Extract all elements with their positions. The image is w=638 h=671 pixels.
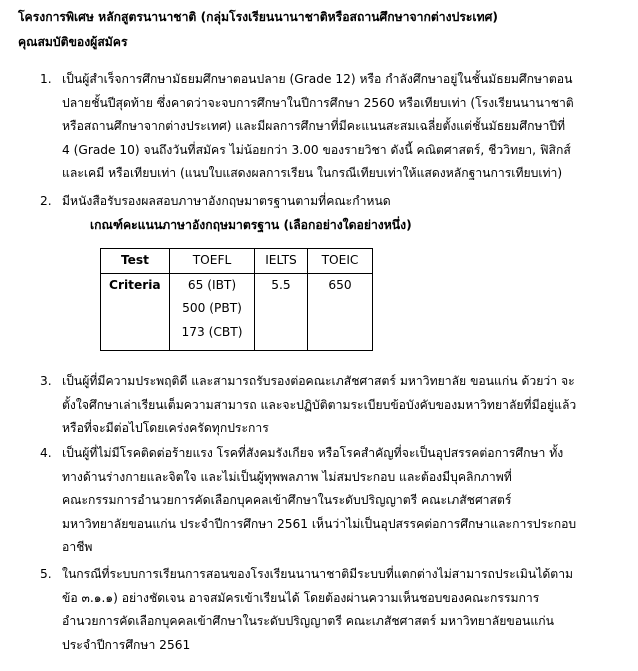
item-line: หรือสถานศึกษาจากต่างประเทศ) และมีผลการศึกษาที่มีคะแนนสะสมเฉลี่ยตั้งแต่ชั้นมัธยมศึกษาปีที่ xyxy=(62,119,566,134)
item-line: และเคมี หรือเทียบเท่า (แนบใบแสดงผลการเรียน ในกรณีเทียบเท่าให้แสดงหลักฐานการเทียบเท่า) xyxy=(62,166,563,181)
list-item xyxy=(40,563,626,657)
document-title: โครงการพิเศษ หลักสูตรนานาชาติ (กลุ่มโรงเรียนนานาชาติหรือสถานศึกษาจากต่างประเทศ) xyxy=(18,10,498,24)
list-item xyxy=(40,68,626,186)
list-item xyxy=(40,370,626,441)
toefl-value: 65 (IBT) xyxy=(187,277,237,292)
item-number: 4. xyxy=(40,446,52,460)
item-line: ประจำปีการศึกษา 2561 xyxy=(62,637,191,652)
item-line: เป็นผู้ที่ไม่มีโรคติดต่อร้ายแรง โรคที่สังคมรังเกียจ หรือโรคสำคัญที่จะเป็นอุปสรรคต่อการศึกษา ทั้ง xyxy=(62,446,564,460)
header-cell: Test xyxy=(101,249,170,274)
toefl-cell xyxy=(170,273,255,351)
item-line: ตั้งใจศึกษาเล่าเรียนเต็มความสามารถ และจะปฏิบัติตามระเบียบข้อบังคับของมหาวิทยาลัยที่มีอยู่แล้ว xyxy=(62,397,577,412)
item-text xyxy=(62,190,626,214)
row-label-text: Criteria xyxy=(109,277,161,292)
item-line: 4 (Grade 10) จนถึงวันที่สมัคร ไม่น้อยกว่า 3.00 ของรายวิชา ดังนี้ คณิตศาสตร์, ชีววิทยา, ฟิสิกส์ xyxy=(62,142,571,157)
header-cell: IELTS xyxy=(255,249,308,274)
toefl-value: 173 (CBT) xyxy=(181,324,243,339)
item-line: หรือที่จะมีต่อไปโดยเคร่งครัดทุกประการ xyxy=(62,421,269,436)
item-number: 3. xyxy=(40,374,52,388)
item-line: มีหนังสือรับรองผลสอบภาษาอังกฤษมาตรฐานตามที่คณะกำหนด xyxy=(62,194,391,208)
list-item xyxy=(40,442,626,560)
item-text xyxy=(62,442,626,560)
header-cell: TOEFL xyxy=(170,249,255,274)
table-row xyxy=(101,273,373,351)
criteria-heading: เกณฑ์คะแนนภาษาอังกฤษมาตรฐาน (เลือกอย่างใดอย่างหนึ่ง) xyxy=(90,218,412,232)
section-heading: คุณสมบัติของผู้สมัคร xyxy=(18,35,128,49)
item-text xyxy=(62,370,626,441)
item-text xyxy=(62,68,626,186)
english-criteria-table xyxy=(100,248,373,351)
item-line: ข้อ ๓.๑.๑) อย่างชัดเจน อาจสมัครเข้าเรียนได้ โดยต้องผ่านความเห็นชอบของคณะกรรมการ xyxy=(62,590,540,605)
item-line: อาชีพ xyxy=(62,540,93,555)
item-line: เป็นผู้สำเร็จการศึกษามัธยมศึกษาตอนปลาย (Grade 12) หรือ กำลังศึกษาอยู่ในชั้นมัธยมศึกษาตอน xyxy=(62,72,573,86)
item-line: ปลายชั้นปีสุดท้าย ซึ่งคาดว่าจะจบการศึกษาในปีการศึกษา 2560 หรือเทียบเท่า (โรงเรียนนานาชาติ xyxy=(62,95,574,110)
table-header-row xyxy=(101,249,373,274)
toefl-value: 500 (PBT) xyxy=(182,301,242,316)
item-text xyxy=(62,563,626,657)
item-number: 5. xyxy=(40,567,52,581)
item-line: เป็นผู้ที่มีความประพฤติดี และสามารถรับรองต่อคณะเภสัชศาสตร์ มหาวิทยาลัย ขอนแก่น ด้วยว่า จะ xyxy=(62,374,575,388)
item-line: มหาวิทยาลัยขอนแก่น ประจำปีการศึกษา 2561 เห็นว่าไม่เป็นอุปสรรคต่อการศึกษาและการประกอบ xyxy=(62,516,577,531)
list-item xyxy=(40,190,626,214)
item-line: ในกรณีที่ระบบการเรียนการสอนของโรงเรียนนานาชาติมีระบบที่แตกต่างไม่สามารถประเมินได้ตาม xyxy=(62,567,574,581)
item-line: อำนวยการคัดเลือกบุคคลเข้าศึกษาในระดับปริญญาตรี คณะเภสัชศาสตร์ มหาวิทยาลัยขอนแก่น xyxy=(62,614,554,629)
header-cell: TOEIC xyxy=(308,249,373,274)
item-line: คณะกรรมการอำนวยการคัดเลือกบุคคลเข้าศึกษาในระดับปริญญาตรี คณะเภสัชศาสตร์ xyxy=(62,493,512,508)
toeic-cell: 650 xyxy=(308,273,373,351)
ielts-cell: 5.5 xyxy=(255,273,308,351)
item-number: 1. xyxy=(40,72,52,86)
item-number: 2. xyxy=(40,194,52,208)
row-label xyxy=(101,273,170,351)
item-line: ทางด้านร่างกายและจิตใจ และไม่เป็นผู้ทุพพลภาพ ไม่สมประกอบ และต้องมีบุคลิกภาพที่ xyxy=(62,469,512,484)
